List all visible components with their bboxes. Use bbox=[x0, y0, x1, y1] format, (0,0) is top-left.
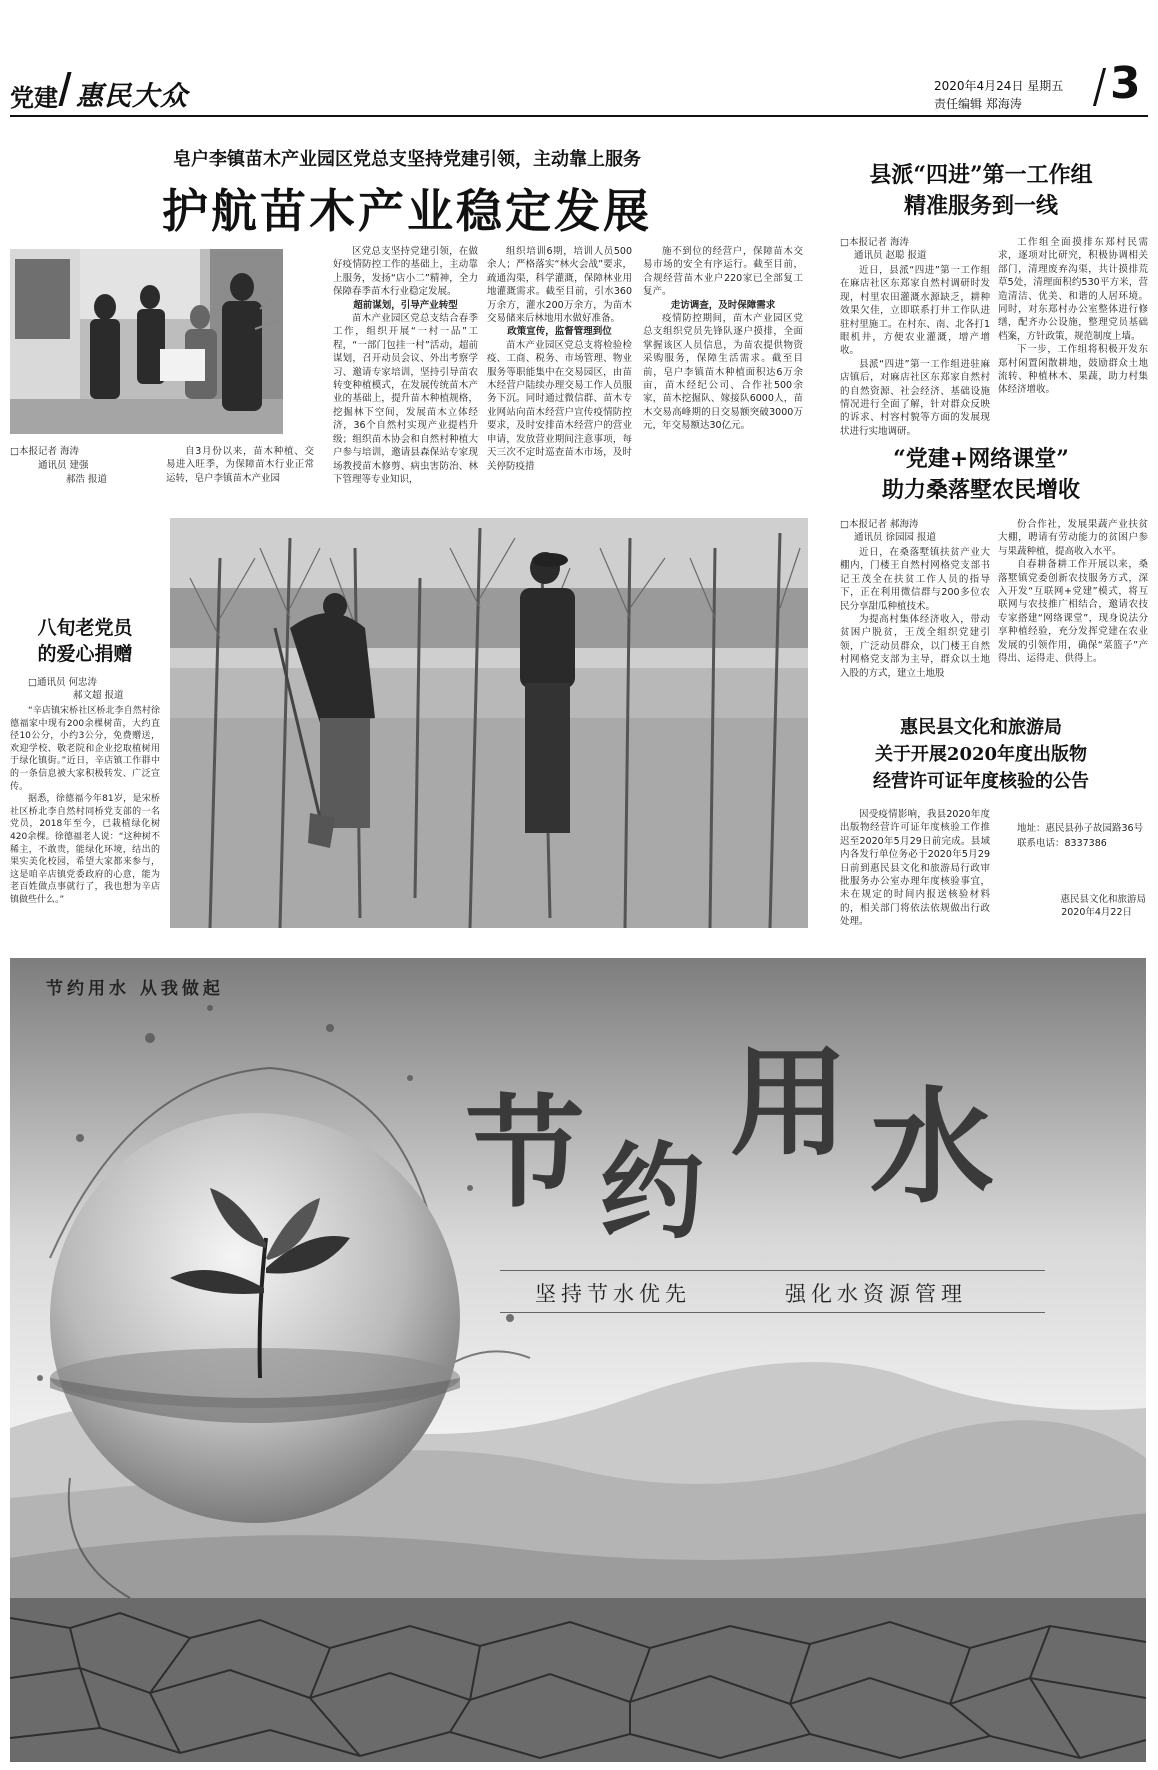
paragraph: “辛店镇宋桥社区桥北李自然村徐德福家中现有200余棵树苗，大约直径10公分，小约3公分，免费赠送，欢迎学校、敬老院和企业挖取植树用于绿化镇街。”近日，辛店镇工作群中的一条信息被大家积极转发、广泛宣传。 bbox=[10, 706, 160, 792]
water-ad bbox=[10, 958, 1146, 1762]
byline-line: 通讯员 赵聪 报道 bbox=[854, 250, 927, 262]
page-number: 3 bbox=[1110, 58, 1141, 109]
column-title: 惠民大众 bbox=[76, 81, 188, 112]
notice-body bbox=[840, 808, 990, 929]
headline-line: 关于开展2020年度出版物 bbox=[874, 744, 1088, 765]
headline-line: 精准服务到一线 bbox=[903, 193, 1058, 219]
headline-line: 县派“四进”第一工作组 bbox=[869, 162, 1093, 188]
ad-slogan-bar-bottom bbox=[500, 1312, 1045, 1313]
ad-topline: 节约用水 从我做起 bbox=[46, 979, 224, 999]
elder-headline bbox=[10, 615, 160, 667]
caption-line: 郝浩 报道 bbox=[66, 474, 108, 485]
lead-headline: 护航苗木产业稳定发展 bbox=[162, 184, 652, 238]
headline-line: 助力桑落墅农民增收 bbox=[881, 477, 1080, 503]
paragraph: 县派“四进”第一工作组进驻麻店镇后，对麻店社区东郑家自然村的自然资源、社会经济、基础设施情况进行全面了解，针对群众反映的诉求、村容村貌等方面的发展现状进行实地调研。 bbox=[840, 358, 990, 437]
issue-editor: 责任编辑 郑海涛 bbox=[934, 97, 1022, 111]
page-slash bbox=[1093, 68, 1106, 106]
subhead: 走访调查，及时保障需求 bbox=[670, 299, 776, 311]
paragraph: 苗木产业园区党总支将检验检疫、工商、税务、市场管理、物业服务等职能集中在交易园区，由苗木经营户陆续办理交易工作人员服务下沉。同时通过微信群、苗木专业网站向苗木经营户宣传疫情防控要求，及时安排苗木经营户的营业申请，发放营业期间注意事项，每天三次不定时巡查苗木市场，及时关停防疫措 bbox=[487, 339, 632, 472]
masthead-rule bbox=[10, 115, 1148, 117]
paragraph: 近日，县派“四进”第一工作组在麻店社区东郑家自然村调研时发现，村里农田灌溉水源缺乏，耕种效果欠佳，立即联系打井工作队进驻村里施工。在村东、南、北各打1眼机井，方便农业灌溉，增产增收。 bbox=[840, 265, 990, 357]
notice-address: 地址：惠民县孙子故园路36号 bbox=[1017, 823, 1144, 834]
notice-date: 2020年4月22日 bbox=[1061, 907, 1132, 919]
headline-line: “党建+网络课堂” bbox=[893, 446, 1069, 472]
paragraph: 区党总支坚持党建引领，在做好疫情防控工作的基础上，主动靠上服务，发扬“店小二”精神，全力保障春季苗木行业稳定发展。 bbox=[333, 246, 478, 298]
net-headline bbox=[814, 444, 1148, 506]
headline-line: 经营许可证年度核验的公告 bbox=[873, 771, 1089, 792]
notice-phone: 联系电话：8337386 bbox=[1017, 838, 1107, 850]
paragraph: 近日，在桑落墅镇扶贫产业大棚内，门楼王自然村网格党支部书记王茂全在扶贫工作人员的指导下，正在利用微信群与200多位农民分享甜瓜种植技术。 bbox=[840, 547, 990, 612]
lead-intro bbox=[166, 445, 314, 485]
byline-line: □本报记者 郝海涛 bbox=[840, 519, 919, 530]
sijin-col-2 bbox=[998, 236, 1148, 397]
byline-line: 通讯员 徐园园 报道 bbox=[854, 532, 937, 544]
lead-col-4 bbox=[643, 245, 803, 433]
paragraph: 苗木产业园区党总支结合春季工作，组织开展“一村一品”工程，“一部门包挂一村”活动，超前谋划，召开动员会议、外出考察学习、邀请专家培训，坚持引导苗农转变种植模式，在发展传统苗木产业的基础上，提升苗木种植规格，挖掘林下空间，发展苗木立体经济，36个自然村实现产业提档升级；组织苗木协会和自然村种植大户参与培训，邀请县森保站专家现场教授苗木修剪、病虫害防治、林下管理等专业知识， bbox=[333, 313, 478, 485]
issue-date: 2020年4月24日 星期五 bbox=[934, 79, 1064, 93]
net-byline bbox=[840, 518, 990, 545]
paragraph: 因受疫情影响，我县2020年度出版物经营许可证年度核验工作推迟至2020年5月29日前完成。县域内各发行单位务必于2020年5月29日前到惠民县文化和旅游局行政审批服务办公室办理年度核验事宜，未在规定的时间内报送核验材料的，相关部门将依法依规做出行政处理。 bbox=[840, 809, 990, 928]
caption-line: □本报记者 海涛 bbox=[10, 446, 79, 457]
lead-photo bbox=[10, 249, 283, 434]
paragraph: 据悉，徐德福今年81岁，是宋桥社区桥北李自然村同桥党支部的一名党员，2018年至今，已栽植绿化树420余棵。徐德福老人说：“这种树不稀主，不敢贵，能绿化环境，结出的果实美化校园，希望大家都来参与，这是咱辛店镇党委政府的心意，能为老百姓做点事就行了，我也想为辛店镇做些什么。” bbox=[10, 794, 160, 905]
ad-slogan-bar bbox=[500, 1270, 1045, 1271]
headline-line: 惠民县文化和旅游局 bbox=[900, 717, 1062, 738]
notice-signature-block bbox=[998, 893, 1146, 920]
ad-char-jie: 节 bbox=[465, 1083, 585, 1224]
subhead: 政策宣传，监督管理到位 bbox=[507, 326, 612, 338]
notice-headline bbox=[814, 714, 1148, 795]
net-col-1 bbox=[840, 546, 990, 680]
paragraph: 自春耕备耕工作开展以来，桑落墅镇党委创新农技服务方式，深入开发“互联网+党建”模式，将互联网与农技推广相结合，邀请农技专家搭建“网络课堂”，现身说法分享种植经验，充分发挥党建在农业发展的引领作用，确保“菜篮子”产得出、运得走、供得上。 bbox=[998, 559, 1148, 665]
lead-photo-caption bbox=[10, 445, 140, 487]
paragraph: 为提高村集体经济收入，带动贫困户脱贫，王茂全组织党建引领，广泛动员群众，以门楼王自然村网格党支部为主导，群众以土地入股的方式，建立土地股 bbox=[840, 614, 990, 679]
ad-slogan-2: 强化水资源管理 bbox=[785, 1282, 967, 1306]
paragraph: 工作组全面摸排东郑村民需求，逐项对比研究，积极协调相关部门，清理废弃沟渠，共计摸排荒草5处，清理面积约530平方米，营造清洁、优美、和谐的人居环境。同时，对东郑村办公室整体进行修缮，配齐办公设施，整理党员基础档案，方针政策，规范制度上墙。 bbox=[998, 237, 1148, 342]
lead-col-3 bbox=[487, 245, 632, 473]
sijin-byline bbox=[840, 236, 990, 263]
elder-body bbox=[10, 705, 160, 907]
lead-col-2 bbox=[333, 245, 478, 486]
byline-line: □通讯员 何忠涛 bbox=[28, 677, 97, 688]
paragraph: 自3月份以来，苗木种植、交易进入旺季，为保障苗木行业正常运转，皂户李镇苗木产业园 bbox=[166, 446, 314, 484]
byline-line: □本报记者 海涛 bbox=[840, 237, 909, 248]
headline-line: 的爱心捐赠 bbox=[37, 643, 133, 665]
paragraph: 施不到位的经营户，保障苗木交易市场的安全有序运行。截至目前，合规经营苗木业户220家已全部复工复产。 bbox=[643, 246, 803, 298]
paragraph: 疫情防控期间，苗木产业园区党总支组织党员先锋队逐户摸排，全面掌握该区人员信息，为苗农提供物资采购服务，保障生活需求。截至目前，皂户李镇苗木种植面积达6万余亩，苗木经纪公司、合作社500余家，苗木挖掘队、嫁接队6000人，苗木交易高峰期的日交易额突破3000万元，年交易额达30亿元。 bbox=[643, 313, 803, 432]
paragraph: 下一步，工作组将积极开发东郑村闲置闲散耕地，鼓励群众土地流转、种植林木、果蔬，助力村集体经济增收。 bbox=[998, 344, 1148, 396]
subhead: 超前谋划，引导产业转型 bbox=[353, 299, 458, 311]
masthead bbox=[0, 0, 1158, 122]
lead-kicker: 皂户李镇苗木产业园区党总支坚持党建引领，主动靠上服务 bbox=[173, 149, 641, 170]
caption-line: 通讯员 建强 bbox=[38, 460, 89, 471]
net-col-2 bbox=[998, 518, 1148, 665]
paragraph: 份合作社，发展果蔬产业扶贫大棚，聘请有劳动能力的贫困户参与果蔬种植，提高收入水平。 bbox=[998, 519, 1148, 557]
byline-line: 郝文超 报道 bbox=[73, 690, 124, 702]
section-label: 党建 bbox=[10, 84, 58, 112]
ad-char-yong: 用 bbox=[730, 1033, 849, 1172]
ad-slogan-1: 坚持节水优先 bbox=[535, 1282, 691, 1306]
elder-byline bbox=[28, 676, 158, 703]
paragraph: 组织培训6期，培训人员500余人；严格落实“林火会战”要求，疏通沟渠，科学灌溉，保障林业用地灌溉需求。截至目前，引水360万余方，灌水200万余方，为苗木交易储来后林地用水做好准备。 bbox=[487, 246, 632, 325]
sijin-headline bbox=[814, 160, 1148, 222]
notice-signature: 惠民县文化和旅游局 bbox=[1060, 894, 1146, 905]
notice-contact bbox=[998, 822, 1148, 851]
ad-char-shui: 水 bbox=[870, 1075, 995, 1220]
orchard-photo bbox=[170, 518, 808, 928]
sijin-col-1 bbox=[840, 264, 990, 438]
ad-char-yue: 约 bbox=[600, 1130, 705, 1253]
section-slash bbox=[58, 72, 71, 106]
headline-line: 八旬老党员 bbox=[37, 617, 133, 639]
